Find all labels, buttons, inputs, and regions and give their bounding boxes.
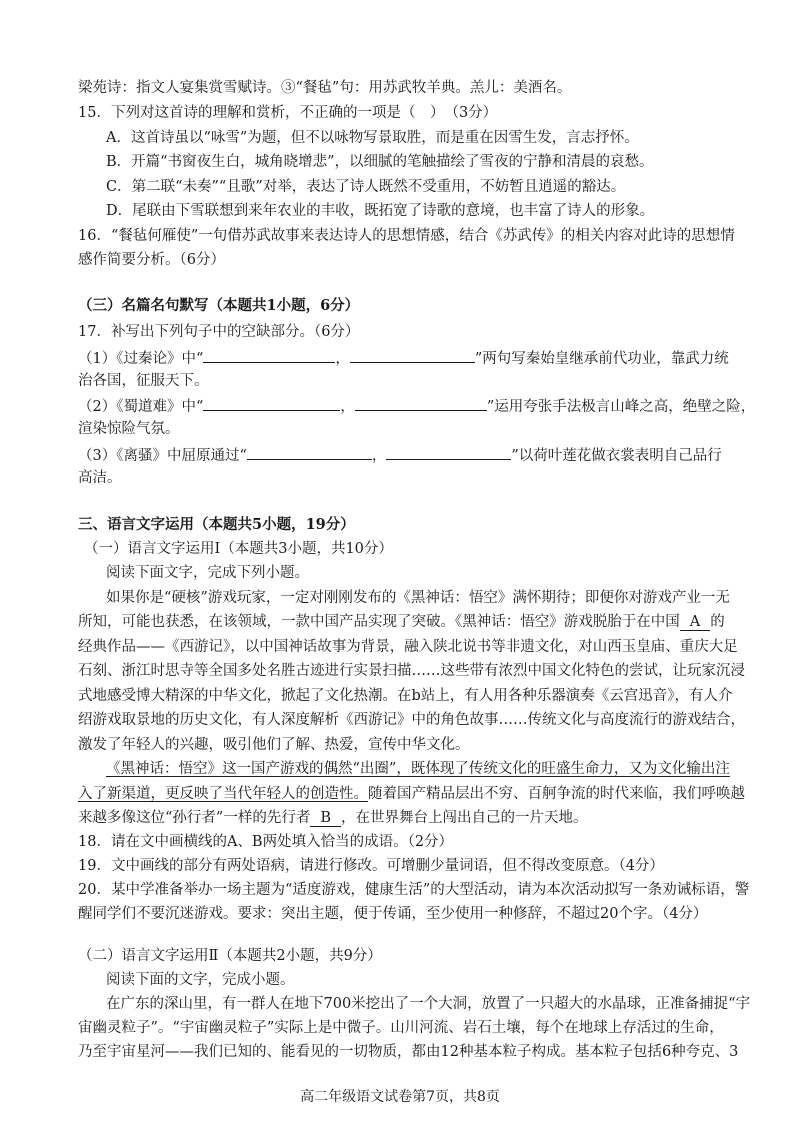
passage-1-line-6: 绍游戏取景地的历史文化，有人深度解析《西游记》中的角色故事……传统文化与高度流行的游戏结合， bbox=[78, 712, 745, 728]
passage-1-line-4: 石刻、浙江时思寺等全国多处名胜古迹进行实景扫描……这些带有浓烈中国文化特色的尝试，让玩家沉浸 bbox=[78, 663, 745, 679]
q17-1-prefix: （1）《过秦论》中“ bbox=[78, 351, 204, 367]
question-17-item-1 bbox=[78, 347, 729, 369]
passage-2-line-2: 宙幽灵粒子”。“宇宙幽灵粒子”实际上是中微子。山川河流、岩石土壤，每个在地球上存活过的生命， bbox=[78, 1020, 724, 1036]
passage-1-line-2 bbox=[78, 612, 725, 632]
passage-1-line-10-end: ，在世界舞台上闯出自己的一片天地。 bbox=[340, 810, 588, 826]
passage-2-line-1: 在广东的深山里，有一群人在地下700米挖出了一个大洞，放置了一只超大的水晶球，正准备捕捉“宇 bbox=[106, 996, 751, 1012]
q17-1-blank-a[interactable] bbox=[203, 347, 335, 363]
question-20-line-1: 20．某中学准备举办一场主题为“适度游戏，健康生活”的大型活动，请为本次活动拟写一条劝诫标语，警 bbox=[78, 882, 750, 898]
q17-1-blank-b[interactable] bbox=[350, 347, 475, 363]
question-17-item-2-cont: 渲染惊险气氛。 bbox=[78, 421, 180, 437]
passage-1-line-3: 经典作品——《西游记》，以中国神话故事为背景，融入陕北说书等非遗文化，对山西玉皇庙、重庆大足 bbox=[78, 639, 738, 655]
question-15-stem: 15．下列对这首诗的理解和赏析，不正确的一项是（ ） （3分） bbox=[78, 105, 498, 121]
question-17-item-1-cont: 治各国，征服天下。 bbox=[78, 373, 209, 389]
question-15-option-b: B．开篇“书窗夜生白，城角晓增悲”，以细腻的笔触描绘了雪夜的宁静和清晨的哀愁。 bbox=[106, 154, 654, 170]
question-17-item-3 bbox=[78, 444, 722, 466]
passage-1-line-9 bbox=[78, 784, 745, 804]
passage-1-line-7: 激发了年轻人的兴趣，吸引他们了解、热爱，宣传中华文化。 bbox=[78, 737, 470, 753]
passage-1-line-9-rest: 随着国产精品层出不穷、百舸争流的时代来临，我们呼唤越 bbox=[368, 786, 745, 802]
question-16-line-1: 16．“餐毡何雁使”一句借苏武故事来表达诗人的思想情感，结合《苏武传》的相关内容对此诗的思想情 bbox=[78, 228, 735, 244]
q17-3-blank-a[interactable] bbox=[247, 444, 372, 460]
q17-3-prefix: （3）《离骚》中屈原通过“ bbox=[78, 448, 247, 464]
question-15-option-d: D．尾联由下雪联想到来年农业的丰收，既拓宽了诗歌的意境，也丰富了诗人的形象。 bbox=[106, 203, 655, 219]
passage-1-line-2-end: 的 bbox=[710, 614, 725, 630]
blank-b[interactable]: B bbox=[310, 810, 341, 827]
blank-a[interactable]: A bbox=[680, 614, 710, 631]
page-footer: 高二年级语文试卷第7页，共8页 bbox=[300, 1089, 500, 1105]
q17-2-comma: ， bbox=[340, 399, 355, 415]
q17-3-suffix: ”以荷叶莲花做衣裳表明自己品行 bbox=[511, 448, 722, 464]
q17-1-comma: ， bbox=[335, 351, 350, 367]
question-17-item-3-cont: 高洁。 bbox=[78, 470, 122, 486]
question-17-item-2 bbox=[78, 395, 755, 417]
subsection-2-heading: （二）语言文字运用Ⅱ（本题共2小题，共9分） bbox=[78, 948, 382, 964]
passage-1-underlined-line-8: 《黑神话：悟空》这一国产游戏的偶然“出圈”，既体现了传统文化的旺盛生命力，又为文化输出注 bbox=[106, 761, 730, 777]
passage-1-line-1: 如果你是“硬核”游戏玩家，一定对刚刚发布的《黑神话：悟空》满怀期待；即便你对游戏产业一无 bbox=[106, 590, 730, 606]
passage-1-underlined-part: 入了新渠道，更反映了当代年轻人的创造性。 bbox=[78, 786, 368, 802]
reading-instruction-1: 阅读下面文字，完成下列小题。 bbox=[106, 565, 309, 581]
question-19: 19．文中画线的部分有两处语病，请进行修改。可增删少量词语，但不得改变原意。（4分） bbox=[78, 858, 664, 874]
question-16-line-2: 感作简要分析。（6分） bbox=[78, 252, 225, 268]
q17-1-suffix: ”两句写秦始皇继承前代功业，靠武力统 bbox=[474, 351, 729, 367]
part-3-heading: 三、语言文字运用（本题共5小题，19分） bbox=[78, 516, 355, 533]
q17-3-comma: ， bbox=[371, 448, 387, 464]
passage-2-line-3: 乃至宇宙星河——我们已知的、能看见的一切物质，都由12种基本粒子构成。基本粒子包括6种夸克、3 bbox=[78, 1044, 739, 1060]
question-18: 18．请在文中画横线的A、B两处填入恰当的成语。（2分） bbox=[78, 834, 454, 850]
question-15-option-c: C．第二联“未奏”“且歌”对举，表达了诗人既然不受重用，不妨暂且逍遥的豁达。 bbox=[106, 179, 626, 195]
q17-3-blank-b[interactable] bbox=[386, 444, 511, 460]
passage-1-line-5: 式地感受博大精深的中华文化，掀起了文化热潮。在b站上，有人用各种乐器演奏《云宫迅音》，有人介 bbox=[78, 688, 733, 704]
subsection-1-heading: （一）语言文字运用Ⅰ（本题共3小题，共10分） bbox=[84, 541, 393, 557]
poem-note-tail: 梁苑诗：指文人宴集赏雪赋诗。③“餐毡”句：用苏武牧羊典。羔儿：美酒名。 bbox=[78, 80, 572, 96]
question-17-stem: 17．补写出下列句子中的空缺部分。（6分） bbox=[78, 324, 360, 340]
section-3-heading: （三）名篇名句默写（本题共1小题，6分） bbox=[78, 297, 360, 314]
q17-2-blank-a[interactable] bbox=[203, 395, 340, 411]
q17-2-suffix: ”运用夸张手法极言山峰之高，绝壁之险， bbox=[486, 399, 756, 415]
q17-2-blank-b[interactable] bbox=[355, 395, 487, 411]
passage-1-line-2-text: 所知，可能也获悉，在该领域，一款中国产品实现了突破。《黑神话：悟空》游戏脱胎于在中国 bbox=[78, 614, 680, 630]
passage-1-line-10 bbox=[78, 808, 587, 828]
question-15-option-a: A．这首诗虽以“咏雪”为题，但不以咏物写景取胜，而是重在因雪生发，言志抒怀。 bbox=[106, 130, 639, 146]
reading-instruction-2: 阅读下面的文字，完成小题。 bbox=[106, 972, 295, 988]
question-20-line-2: 醒同学们不要沉迷游戏。要求：突出主题，便于传诵，至少使用一种修辞，不超过20个字。（4分） bbox=[78, 906, 708, 922]
q17-2-prefix: （2）《蜀道难》中“ bbox=[78, 399, 204, 415]
passage-1-line-10-text: 来越多像这位“孙行者”一样的先行者 bbox=[78, 810, 311, 826]
